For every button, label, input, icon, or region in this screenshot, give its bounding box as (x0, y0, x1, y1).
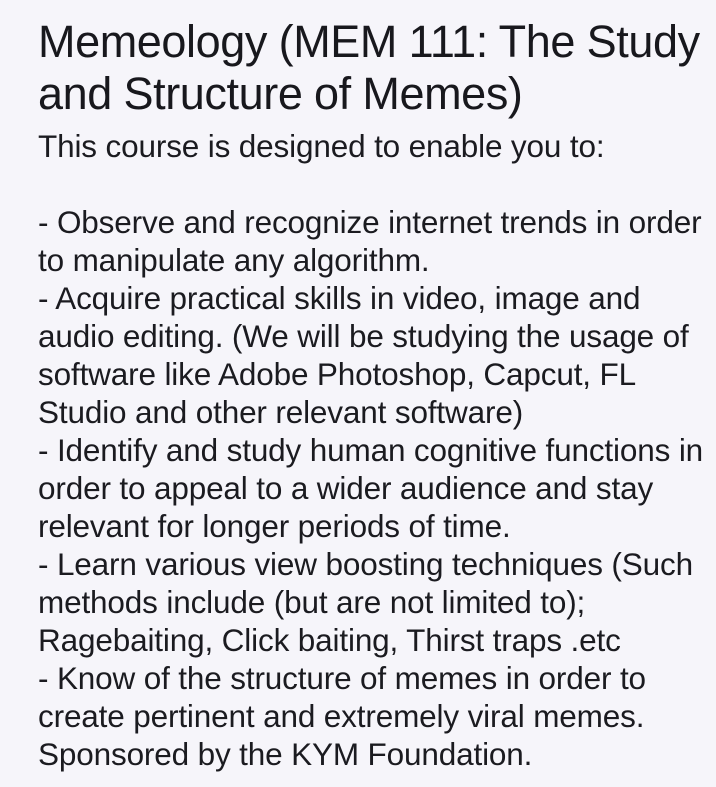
intro-text: This course is designed to enable you to: (38, 128, 605, 164)
objective-item: - Acquire practical skills in video, image and audio editing. (We will be studying the usage of software like Adobe Photoshop, Capcut, FL Studio and other relevant software) (38, 280, 698, 430)
blank-line-spacer (38, 165, 706, 203)
title-spacer (38, 120, 706, 127)
sponsor-text: Sponsored by the KYM Foundation. (38, 736, 533, 772)
page-title: Memeology (MEM 111: The Study and Structure of Memes) (38, 16, 700, 119)
objective-item: - Know of the structure of memes in order to create pertinent and extremely viral memes. (38, 660, 655, 734)
objective-item: - Learn various view boosting techniques (Such methods include (but are not limited to); Ragebaiting, Click baiting, Thirst traps .etc (38, 546, 702, 658)
objective-item: - Observe and recognize internet trends in order to manipulate any algorithm. (38, 204, 711, 278)
objective-item: - Identify and study human cognitive functions in order to appeal to a wider audience and stay relevant for longer periods of time. (38, 432, 712, 544)
document-content (38, 16, 712, 773)
